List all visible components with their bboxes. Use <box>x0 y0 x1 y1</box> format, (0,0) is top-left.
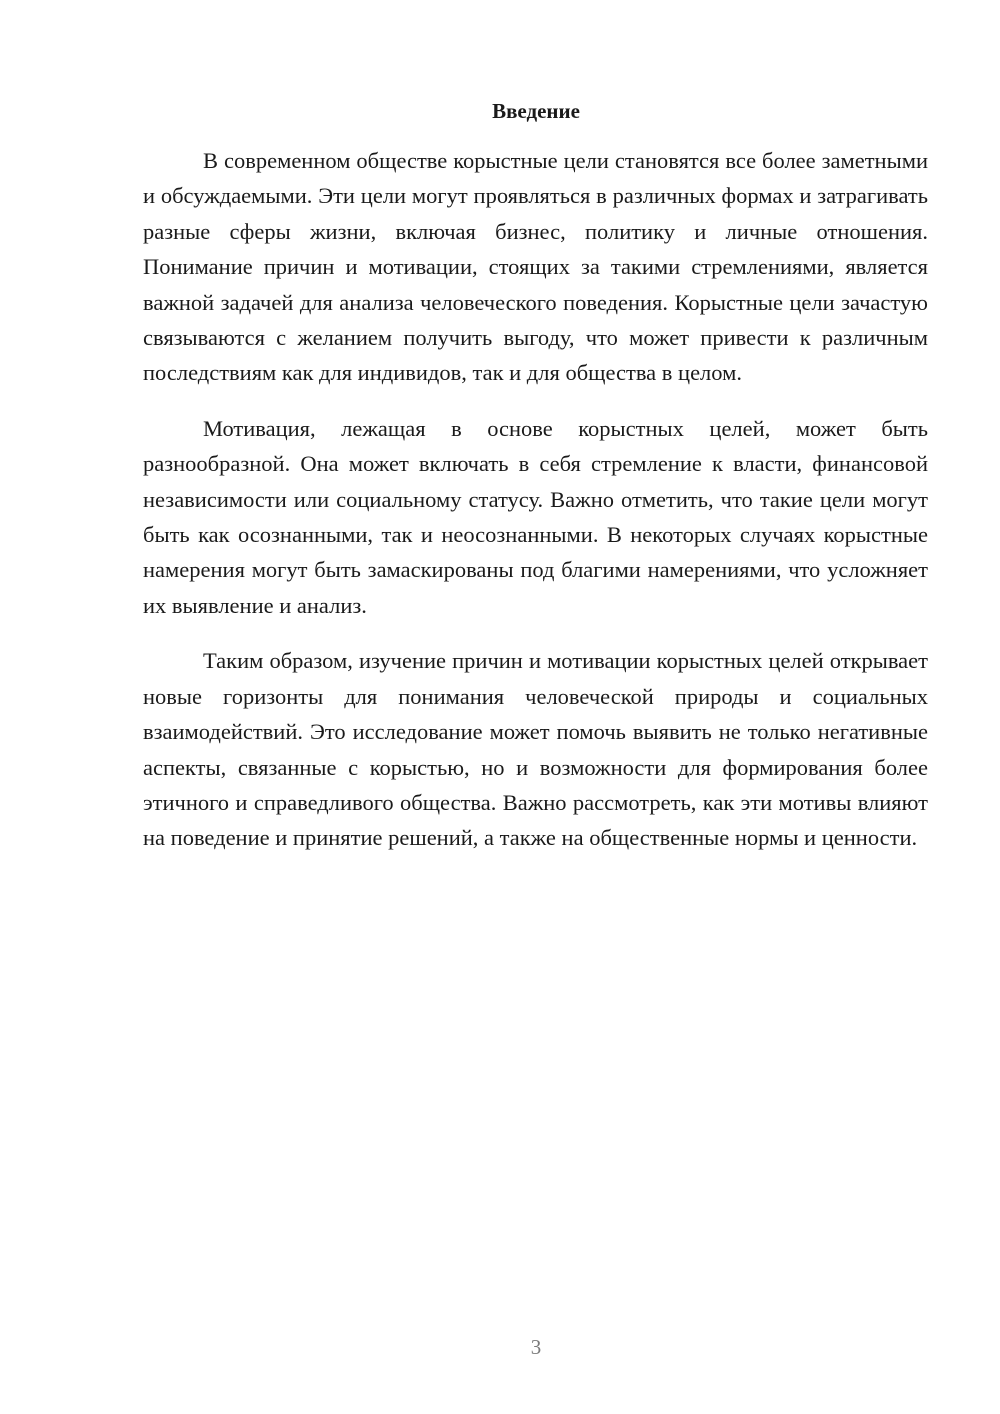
paragraph-2: Мотивация, лежащая в основе корыстных целей, может быть разнообразной. Она может включать в себя стремление к власти, финансовой независимости или социальному статусу. Важно отметить, что такие цели могут быть как осознанными, так и неосознанными. В некоторых случаях корыстные намерения могут быть замаскированы под благими намерениями, что усложняет их выявление и анализ. <box>143 415 928 618</box>
paragraph-1: В современном обществе корыстные цели становятся все более заметными и обсуждаемыми. Эти цели могут проявляться в различных формах и затрагивать разные сферы жизни, включая бизнес, политику и личные отношения. Понимание причин и мотивации, стоящих за такими стремлениями, является важной задачей для анализа человеческого поведения. Корыстные цели зачастую связываются с желанием получить выгоду, что может привести к различным последствиям как для индивидов, так и для общества в целом. <box>143 148 928 386</box>
page-title: Введение <box>492 99 580 123</box>
paragraph-3: Таким образом, изучение причин и мотивации корыстных целей открывает новые горизонты для понимания человеческой природы и социальных взаимодействий. Это исследование может помочь выявить не только негативные аспекты, связанные с корыстью, но и возможности для формирования более этичного и справедливого общества. Важно рассмотреть, как эти мотивы влияют на поведение и принятие решений, а также на общественные нормы и ценности. <box>143 648 928 851</box>
body-text <box>143 143 928 876</box>
page-number: 3 <box>530 1335 542 1359</box>
